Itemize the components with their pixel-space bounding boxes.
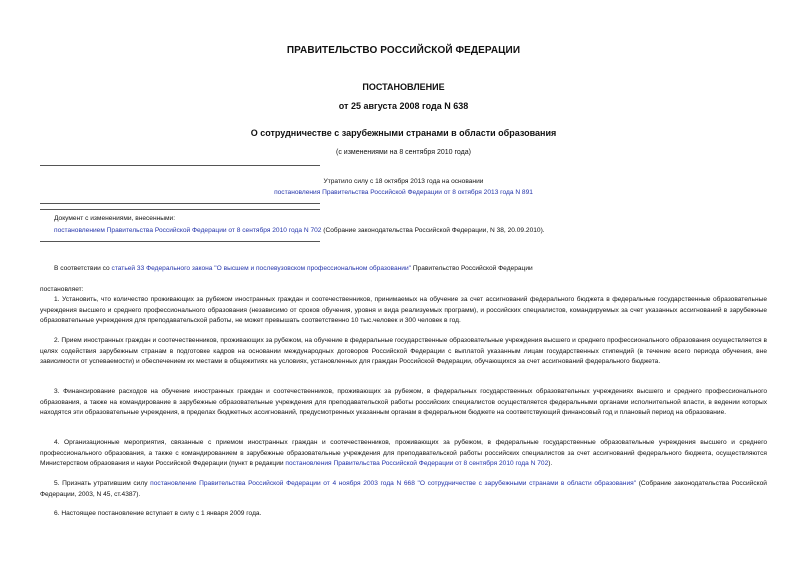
- paragraph-3: 3. Финансирование расходов на обучение иностранных граждан и соотечественников, проживающих за рубежом, в федеральных государственных образовательных учреждениях высшего и среднего профессионального образования, а также на командирование в зарубежные образовательные учреждения для преподавательской работы российских специалистов осуществляется федеральными органами исполнительной власти, в ведении которых находятся эти образовательные учреждения, в пределах бюджетных ассигнований, предусмотренных указанным органам в федеральном бюджете на соответствующий финансовый год и плановый период на образование.: [40, 388, 767, 416]
- changes-line: [54, 227, 545, 234]
- amendments-note: (с изменениями на 8 сентября 2010 года): [336, 149, 471, 156]
- changes-link[interactable]: постановлением Правительства Российской Федерации от 8 сентября 2010 года N 702: [54, 227, 322, 234]
- paragraph-4-link[interactable]: постановления Правительства Российской Федерации от 8 сентября 2010 года N 702: [285, 460, 549, 467]
- paragraph-5-text: 5. Признать утратившим силу: [54, 480, 151, 487]
- paragraph-5: [40, 479, 767, 500]
- preamble-before: В соответствии со: [54, 265, 112, 272]
- changes-intro: Документ с изменениями, внесенными:: [54, 215, 176, 222]
- paragraph-5-link[interactable]: постановление Правительства Российской Федерации от 4 ноября 2003 года N 668 "О сотрудничестве с зарубежными странами в области образования": [150, 480, 637, 487]
- divider-line: [40, 203, 320, 204]
- paragraph-2: 2. Прием иностранных граждан и соотечественников, проживающих за рубежом, на обучение в федеральные государственные образовательные учреждения высшего и среднего профессионального образования осуществляется в целях содействия зарубежным странам в подготовке кадров на основании международных договоров Российской Федерации с выплатой указанным лицам государственных стипендий (в течение всего периода обучения, вне зависимости от успеваемости) и обеспечением их местами в общежитиях на условиях, установленных для граждан Российской Федерации, обучающихся за счет ассигнований федерального бюджета.: [40, 337, 767, 365]
- decree-word: постановляет:: [40, 286, 84, 293]
- preamble-after: Правительство Российской Федерации: [410, 265, 533, 272]
- paragraph-1: 1. Установить, что количество проживающих за рубежом иностранных граждан и соотечественников, принимаемых на обучение за счет ассигнований федерального бюджета в федеральные государственные образовательные учреждения высшего и среднего профессионального образования (независимо от сроков обучения, уровня и вида реализуемых программ), и российских специалистов, командируемых за счет указанных ассигнований в зарубежные образовательные учреждения для преподавательской работы, не может превышать соответственно 10 тыс.человек и 300 человек в год.: [40, 296, 767, 324]
- lost-force-line: [0, 189, 807, 196]
- paragraph-5-end: (Собрание законодательства Российской Федерации, 2003, N 45, ст.4387).: [40, 480, 767, 498]
- paragraph-4-text: 4. Организационные мероприятия, связанные с приемом иностранных граждан и соотечественников, проживающих за рубежом, в федеральные государственные образовательные учреждения высшего и среднего профессионального образования, а также с командированием в зарубежные образовательные учреждения для преподавательской работы российских специалистов за счет ассигнований федерального бюджета, осуществляются Министерством образования и науки Российской Федерации (пункт в редакции: [40, 439, 767, 467]
- date-number-heading: от 25 августа 2008 года N 638: [338, 101, 469, 111]
- doc-type-heading: ПОСТАНОВЛЕНИЕ: [362, 82, 445, 92]
- paragraph-4: [40, 438, 767, 470]
- government-heading: ПРАВИТЕЛЬСТВО РОССИЙСКОЙ ФЕДЕРАЦИИ: [286, 45, 521, 56]
- divider-line: [40, 241, 320, 242]
- divider-line: [40, 209, 320, 210]
- divider-line: [40, 165, 320, 166]
- lost-force-text: Утратило силу с 18 октября 2013 года на основании: [323, 178, 484, 185]
- preamble-law-link[interactable]: статьей 33 Федерального закона "О высшем и послевузовском профессиональном образовании": [111, 265, 411, 272]
- preamble: [54, 265, 533, 272]
- lost-force-link[interactable]: постановления Правительства Российской Федерации от 8 октября 2013 года N 891: [274, 189, 533, 196]
- document-title: О сотрудничестве с зарубежными странами в области образования: [250, 128, 557, 138]
- paragraph-6: 6. Настоящее постановление вступает в силу с 1 января 2009 года.: [54, 510, 262, 517]
- changes-tail: (Собрание законодательства Российской Федерации, N 38, 20.09.2010).: [321, 227, 545, 234]
- paragraph-4-end: ).: [548, 460, 553, 467]
